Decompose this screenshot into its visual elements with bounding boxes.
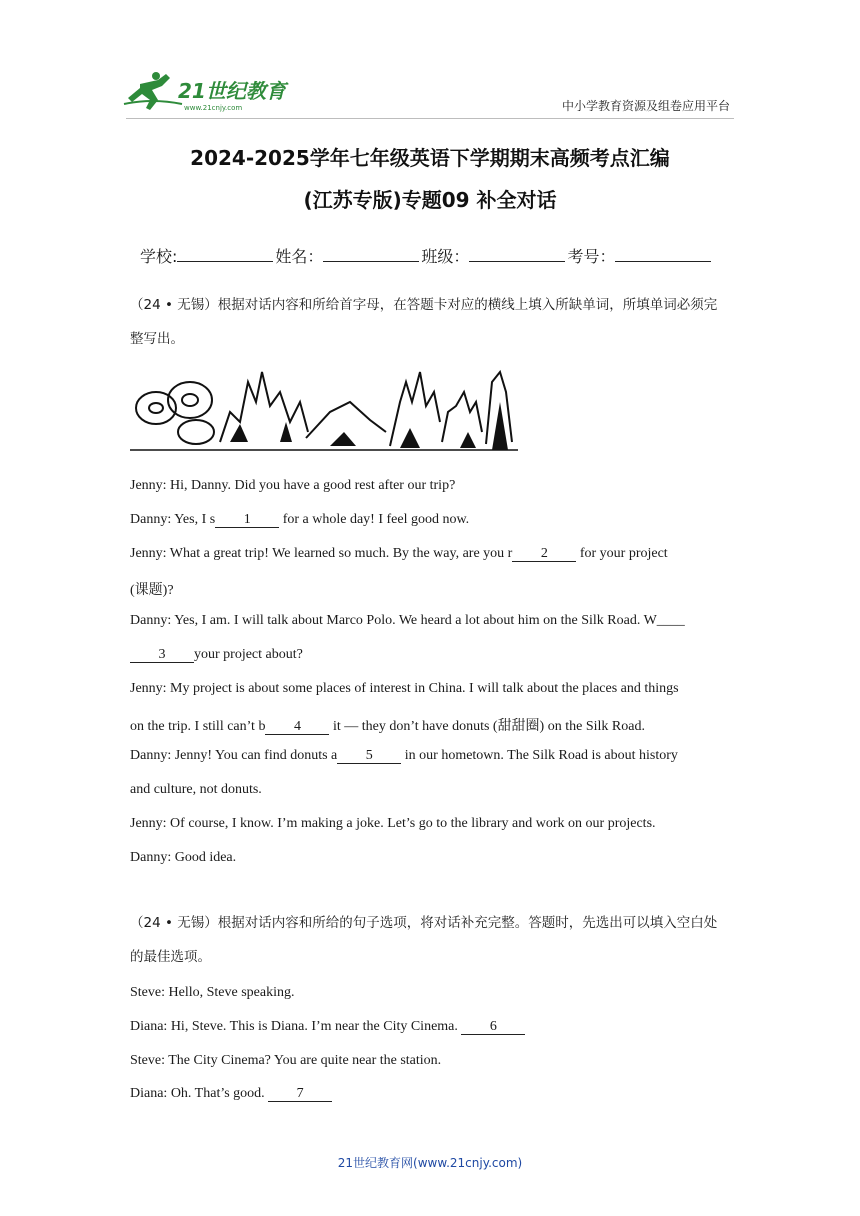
dialogue-text: Steve: The City Cinema? You are quite near the station.	[130, 1052, 442, 1068]
page-header	[0, 0, 860, 120]
dialogue-line	[130, 850, 236, 866]
silk-road-illustration	[130, 362, 518, 458]
document-subtitle: (江苏专版)专题09 补全对话	[303, 188, 557, 212]
answer-blank-4[interactable]: 4	[265, 720, 329, 735]
answer-blank-2[interactable]: 2	[512, 547, 576, 562]
dialogue-text: your project about?	[194, 647, 303, 662]
dialogue-line	[130, 748, 678, 764]
dialogue-text: Diana: Hi, Steve. This is Diana. I’m near the City Cinema.	[130, 1018, 462, 1034]
exam-no-blank[interactable]	[615, 247, 711, 262]
dialogue-line	[130, 985, 294, 1001]
dialogue-text: Jenny: Of course, I know. I’m making a joke. Let’s go to the library and work on our projects.	[130, 816, 656, 831]
school-blank[interactable]	[177, 247, 273, 262]
dialogue-line	[130, 478, 455, 494]
exam-no-label: 考号：	[567, 247, 616, 266]
dialogue-text: Danny: Yes, I s	[130, 511, 216, 527]
document-title: 2024-2025学年七年级英语下学期期末高频考点汇编	[190, 146, 670, 170]
svg-text:www.21cnjy.com: www.21cnjy.com	[184, 104, 243, 112]
dialogue-text: (课题)?	[130, 583, 174, 599]
name-blank[interactable]	[323, 247, 419, 262]
dialogue-text: on the trip. I still can’t b	[130, 718, 266, 734]
section2-instruction: （24 • 无锡）根据对话内容和所给的句子选项，将对话补充完整。答题时，先选出可以填入空白处的最佳选项。	[130, 915, 718, 965]
dialogue-line	[130, 579, 174, 599]
answer-blank-3[interactable]: 3	[130, 648, 194, 663]
dialogue-text: Danny: Good idea.	[130, 849, 237, 865]
dialogue-text: Danny: Jenny! You can find donuts a	[130, 748, 338, 764]
answer-blank-1[interactable]: 1	[215, 513, 279, 528]
dialogue-line	[130, 512, 469, 528]
answer-blank-7[interactable]: 7	[268, 1087, 332, 1102]
dialogue-line	[130, 782, 262, 798]
dialogue-line	[130, 715, 645, 735]
student-info-fields	[140, 244, 713, 267]
header-divider	[126, 118, 734, 119]
platform-name: 中小学教育资源及组卷应用平台	[561, 99, 730, 113]
answer-blank-6[interactable]: 6	[461, 1020, 525, 1035]
dialogue-text: for your project	[576, 545, 668, 561]
svg-text:21世纪教育: 21世纪教育	[178, 79, 286, 103]
dialogue-text: Steve: Hello, Steve speaking.	[130, 985, 295, 1000]
school-label: 学校:	[140, 247, 178, 266]
dialogue-line	[130, 1086, 332, 1102]
class-label: 班级：	[421, 247, 470, 266]
dialogue-text: and culture, not donuts.	[130, 782, 262, 798]
dialogue-line	[130, 613, 685, 629]
dialogue-text: Jenny: What a great trip! We learned so much. By the way, are you r	[130, 545, 513, 561]
answer-blank-5[interactable]: 5	[337, 749, 401, 764]
dialogue-text: Danny: Yes, I am. I will talk about Marco Polo. We heard a lot about him on the Silk Road. W____	[130, 613, 685, 629]
dialogue-text: it — they don’t have donuts (甜甜圈) on the Silk Road.	[329, 718, 645, 734]
21cnjy-logo	[122, 70, 292, 114]
page-footer: 21世纪教育网(www.21cnjy.com)	[337, 1156, 523, 1170]
dialogue-text: Diana: Oh. That’s good.	[130, 1086, 269, 1102]
section1-instruction: （24 • 无锡）根据对话内容和所给首字母，在答题卡对应的横线上填入所缺单词，所填单词必须完整写出。	[130, 297, 718, 347]
dialogue-text: in our hometown. The Silk Road is about history	[401, 748, 678, 764]
dialogue-line	[130, 647, 303, 663]
dialogue-text: for a whole day! I feel good now.	[279, 511, 470, 527]
name-label: 姓名：	[275, 247, 324, 266]
class-blank[interactable]	[469, 247, 565, 262]
dialogue-text: Jenny: Hi, Danny. Did you have a good rest after our trip?	[130, 478, 456, 493]
dialogue-line	[130, 546, 668, 562]
dialogue-line	[130, 1053, 441, 1069]
dialogue-line	[130, 1019, 525, 1035]
dialogue-text: Jenny: My project is about some places of interest in China. I will talk about the places and things	[130, 680, 679, 696]
dialogue-line	[130, 816, 656, 832]
dialogue-line	[130, 681, 679, 697]
